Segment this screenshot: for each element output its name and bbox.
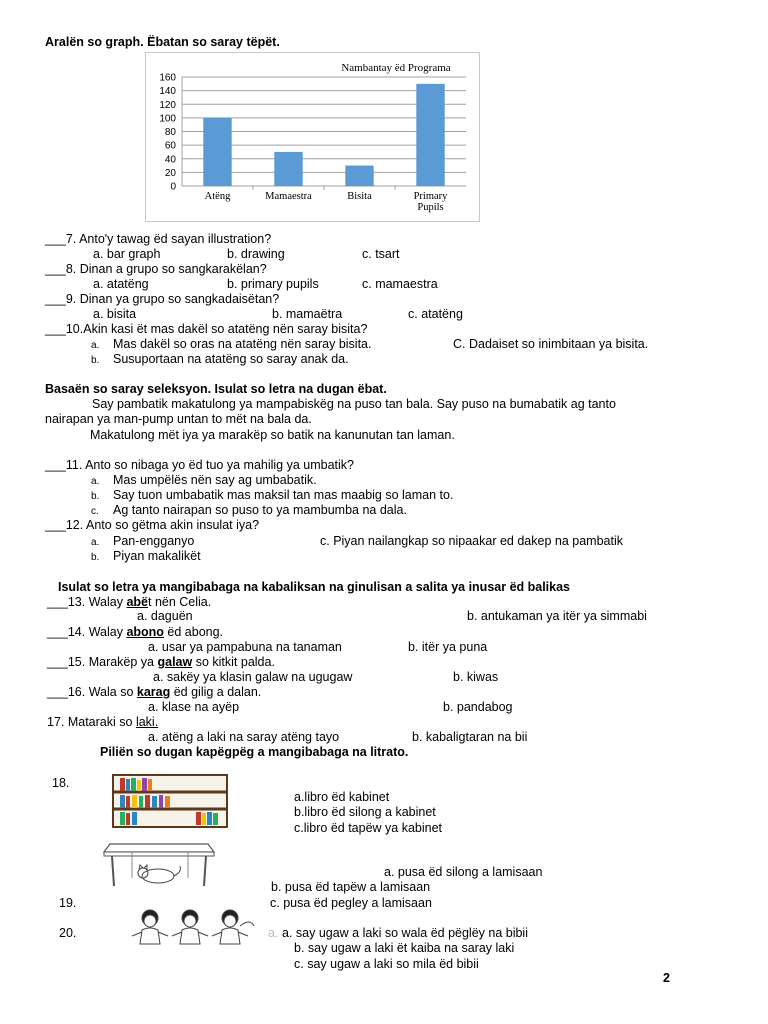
q16-text-after: ëd gilig a dalan.	[170, 685, 262, 699]
q15-underlined-word: galaw	[157, 655, 193, 669]
y-tick-label: 20	[164, 167, 176, 179]
question-14	[47, 625, 223, 640]
q10-option-b-letter: b.	[91, 355, 100, 366]
question-9: ___9. Dinan ya grupo so sangkadaisëtan?	[45, 292, 280, 306]
q14-underlined-word: abono	[126, 625, 164, 639]
q16-option-b: b. pandabog	[443, 700, 513, 714]
q15-text-after: so kitkit palda.	[192, 655, 275, 669]
q20-option-c: c. say ugaw a laki so mila ëd bibii	[294, 957, 479, 971]
passage-line-2: nairapan ya man-pump untan to mët na bala da.	[45, 412, 312, 426]
q16-option-a: a. klase na ayëp	[148, 700, 240, 714]
y-tick-label: 60	[164, 140, 176, 152]
q12-option-c: c. Piyan nailangkap so nipaakar ed dakep na pambatik	[320, 534, 623, 548]
x-tick-label: Pupils	[417, 202, 444, 213]
q14-text-before: ___14. Walay	[47, 625, 127, 639]
q17-underlined-word: laki.	[135, 715, 159, 729]
q11-option-b: Say tuon umbabatik mas maksil tan mas maabig so laman to.	[113, 488, 454, 502]
question-10: ___10.Akin kasi ët mas dakël so atatëng nën saray bisita?	[45, 322, 368, 336]
q20-faded-letter: a.	[268, 926, 279, 940]
q11-option-c-letter: c.	[91, 506, 99, 517]
y-tick-label: 40	[164, 154, 176, 166]
q15-option-a: a. sakëy ya klasin galaw na ugugaw	[153, 670, 353, 684]
q14-option-a: a. usar ya pampabuna na tanaman	[148, 640, 342, 654]
q17-option-b: b. kabaligtaran na bii	[412, 730, 528, 744]
q13-underlined-word: abë	[126, 595, 148, 609]
question-13	[47, 595, 211, 610]
question-15	[47, 655, 275, 670]
x-tick-label: Atëng	[204, 191, 231, 202]
q13-option-b: b. antukaman ya itër ya simmabi	[467, 609, 647, 623]
page-number: 2	[663, 971, 670, 985]
q11-option-b-letter: b.	[91, 491, 100, 502]
q11-option-c: Ag tanto nairapan so puso to ya mambumba na dala.	[113, 503, 407, 517]
q17-text-before: 17. Mataraki so	[47, 715, 136, 729]
q11-option-a-letter: a.	[91, 476, 100, 487]
y-tick-label: 160	[159, 72, 176, 84]
q10-option-a-letter: a.	[91, 340, 100, 351]
x-tick-label: Mamaestra	[265, 191, 312, 202]
y-tick-label: 140	[159, 86, 176, 98]
question-7: ___7. Anto'y tawag ëd sayan illustration?	[45, 232, 272, 246]
question-12: ___12. Anto so gëtma akin insulat iya?	[45, 518, 260, 532]
q18-number: 18.	[52, 776, 70, 790]
q10-option-b: Susuportaan na atatëng so saray anak da.	[113, 352, 349, 366]
q7-option-b: b. drawing	[227, 247, 285, 261]
q10-option-a: Mas dakël so oras na atatëng nën saray bisita.	[113, 337, 372, 351]
q17-option-a: a. atëng a laki na saray atëng tayo	[148, 730, 340, 744]
q9-option-c: c. atatëng	[408, 307, 463, 321]
passage-line-3: Makatulong mët iya ya marakëp so batik na kanunutan tan laman.	[90, 428, 455, 442]
question-16	[47, 685, 261, 700]
x-tick-label: Bisita	[347, 191, 372, 202]
q7-option-a: a. bar graph	[93, 247, 161, 261]
q16-text-before: ___16. Wala so	[47, 685, 137, 699]
q15-text-before: ___15. Marakëp ya	[47, 655, 158, 669]
q19-number: 19.	[59, 896, 77, 910]
q8-option-c: c. mamaestra	[362, 277, 438, 291]
passage-line-1: Say pambatik makatulong ya mampabiskëg na puso tan bala. Say puso na bumabatik ag tanto	[92, 397, 616, 411]
x-tick-label: Primary	[413, 191, 448, 202]
q18-option-c: c.libro ëd tapëw ya kabinet	[294, 821, 443, 835]
reading-instruction: Basaën so saray seleksyon. Isulat so letra na dugan ëbat.	[45, 382, 387, 396]
q18-option-b: b.libro ëd silong a kabinet	[294, 805, 436, 819]
bar-chart	[145, 52, 480, 222]
q14-option-b: b. itër ya puna	[408, 640, 488, 654]
q7-option-c: c. tsart	[362, 247, 400, 261]
q15-option-b: b. kiwas	[453, 670, 499, 684]
graph-instruction: Aralën so graph. Ëbatan so saray tëpët.	[45, 35, 280, 49]
q20-option-b: b. say ugaw a laki ët kaiba na saray laki	[294, 941, 515, 955]
chart-title: Nambantay ëd Programa	[341, 62, 451, 74]
q9-option-b: b. mamaëtra	[272, 307, 343, 321]
bar-mamaestra	[274, 152, 302, 186]
y-tick-label: 0	[170, 181, 176, 193]
q12-option-b: Piyan makalikët	[113, 549, 201, 563]
y-tick-label: 100	[159, 113, 176, 125]
q18-option-a: a.libro ëd kabinet	[294, 790, 390, 804]
q8-option-b: b. primary pupils	[227, 277, 319, 291]
q19-option-b: b. pusa ëd tapëw a lamisaan	[271, 880, 431, 894]
y-tick-label: 120	[159, 99, 176, 111]
picture-instruction: Piliën so dugan kapëgpëg a mangibabaga na litrato.	[100, 745, 409, 759]
bar-bisita	[345, 166, 373, 186]
q10-option-c: C. Dadaiset so inimbitaan ya bisita.	[453, 337, 649, 351]
bar-primary-pupils	[416, 84, 444, 186]
q13-text-after: t nën Celia.	[148, 595, 212, 609]
q9-option-a: a. bisita	[93, 307, 137, 321]
question-17	[47, 715, 158, 730]
bookshelf-picture	[112, 774, 228, 828]
q12-option-a-letter: a.	[91, 537, 100, 548]
question-11: ___11. Anto so nibaga yo ëd tuo ya mahilig ya umbatik?	[45, 458, 355, 472]
y-tick-label: 80	[164, 127, 176, 138]
children-picture	[128, 906, 262, 950]
q20-number: 20.	[59, 926, 77, 940]
q20-option-a: a. say ugaw a laki so wala ëd pëglëy na bibii	[282, 926, 528, 940]
q13-text-before: ___13. Walay	[47, 595, 127, 609]
q11-option-a: Mas umpëlës nën say ag umbabatik.	[113, 473, 317, 487]
q19-option-c: c. pusa ëd pegley a lamisaan	[270, 896, 432, 910]
q12-option-b-letter: b.	[91, 552, 100, 563]
chart-svg	[146, 53, 479, 221]
q13-option-a: a. daguën	[137, 609, 193, 623]
vocabulary-instruction: Isulat so letra ya mangibabaga na kabaliksan na ginulisan a salita ya inusar ëd balikas	[58, 580, 571, 594]
q16-underlined-word: karag	[136, 685, 171, 699]
q14-text-after: ëd abong.	[163, 625, 224, 639]
question-8: ___8. Dinan a grupo so sangkarakëlan?	[45, 262, 267, 276]
q8-option-a: a. atatëng	[93, 277, 149, 291]
table-with-cat-picture	[102, 840, 216, 888]
bar-atëng	[203, 118, 231, 186]
q12-option-a: Pan-engganyo	[113, 534, 195, 548]
q19-option-a: a. pusa ëd silong a lamisaan	[384, 865, 543, 879]
